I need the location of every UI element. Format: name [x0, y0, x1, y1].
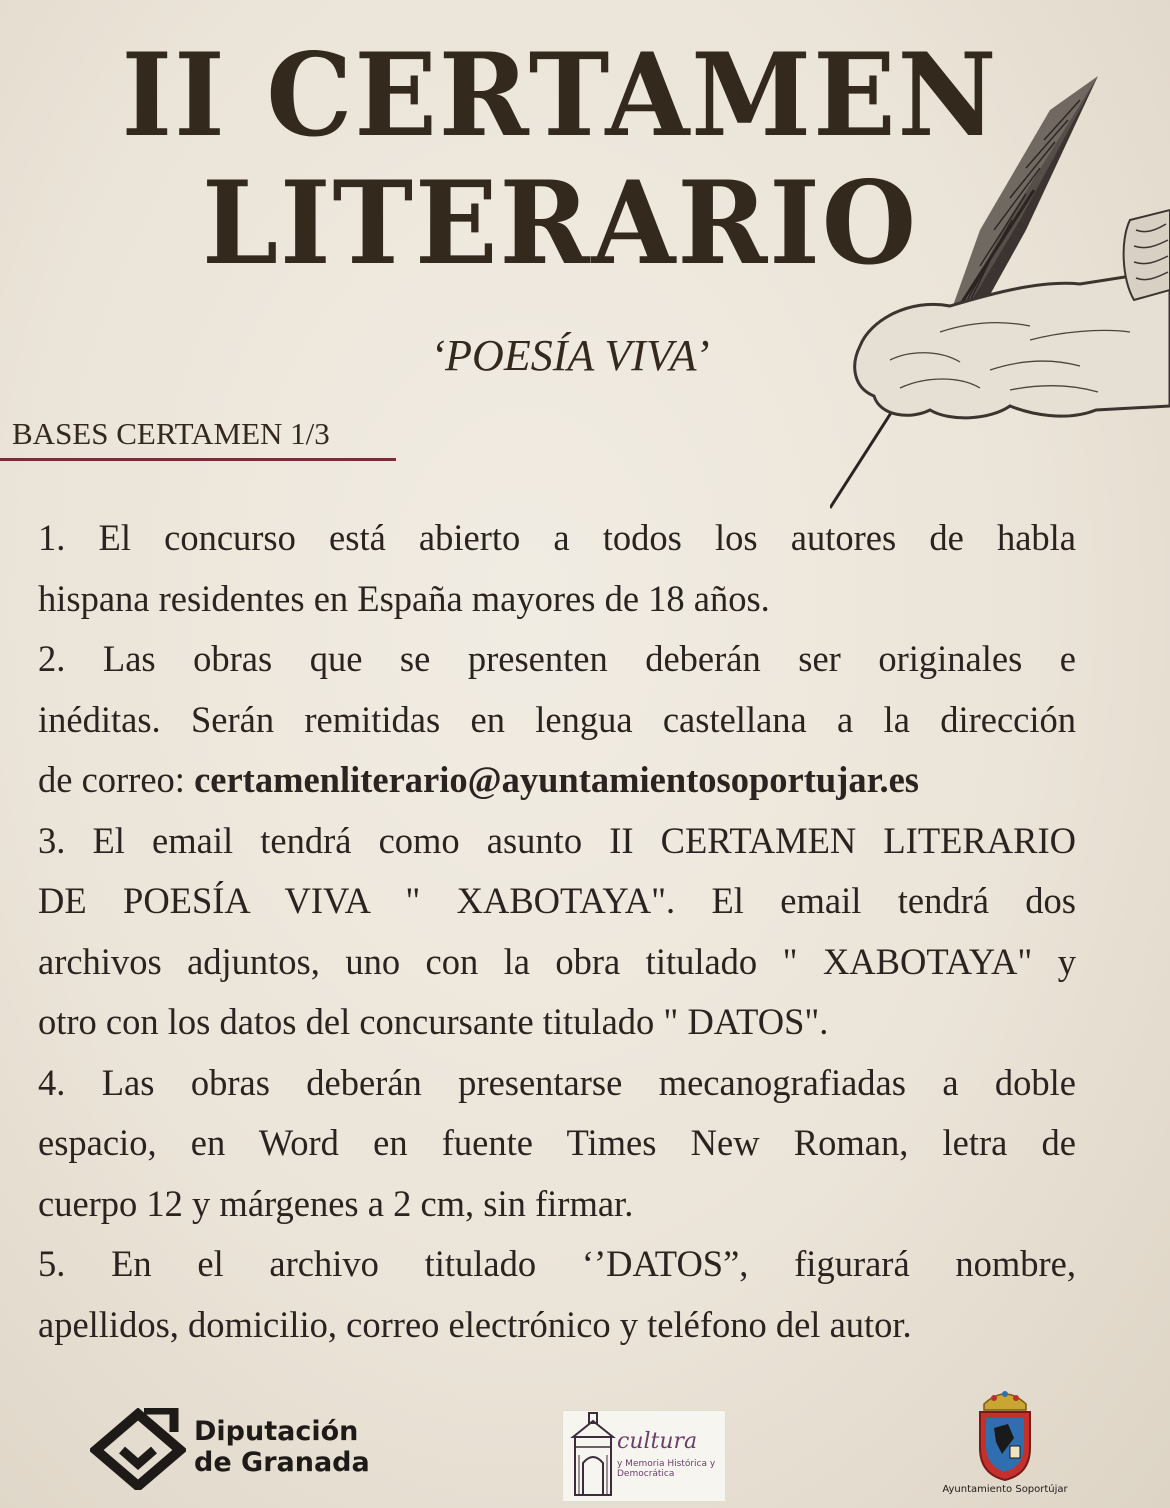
rule-1-line-2: hispana residentes en España mayores de 18 años. — [38, 577, 770, 619]
ayuntamiento-logo — [920, 1384, 1090, 1504]
rule-2-line-1: 2. Las obras que se presenten deberán ser originales e — [38, 638, 1076, 679]
diputacion-granada-logo — [90, 1408, 390, 1490]
rule-5 — [38, 1234, 1076, 1355]
rule-4-line-1: 4. Las obras deberán presentarse mecanografiadas a doble — [38, 1061, 1076, 1103]
title-line-1: II CERTAMEN — [121, 28, 999, 162]
rule-2-line-2: inéditas. Serán remitidas en lengua castellana a la dirección — [38, 698, 1076, 740]
rule-4-line-3: cuerpo 12 y márgenes a 2 cm, sin firmar. — [38, 1182, 634, 1224]
rule-4 — [38, 1053, 1076, 1235]
diputacion-line-1: Diputación — [194, 1416, 359, 1447]
diputacion-line-2: de Granada — [194, 1447, 370, 1478]
rule-1-line-1: 1. El concurso está abierto a todos los autores de habla — [38, 517, 1076, 558]
rule-3-line-4: otro con los datos del concursante titulado " DATOS". — [38, 1001, 829, 1042]
rule-2-prefix: de correo: — [38, 759, 195, 800]
diputacion-name — [194, 1416, 370, 1478]
diputacion-mark-icon — [90, 1408, 186, 1490]
rule-3-line-1: 3. El email tendrá como asunto II CERTAMEN LITERARIO — [38, 819, 1076, 861]
rule-3-line-2: DE POESÍA VIVA " XABOTAYA". El email tendrá dos — [38, 880, 1076, 921]
rule-2 — [38, 629, 1076, 811]
rule-4-line-2: espacio, en Word en fuente Times New Roman, letra de — [38, 1122, 1076, 1163]
contest-email: certamenliterario@ayuntamientosoportujar.es — [194, 759, 920, 800]
rule-2-line-3 — [38, 750, 1076, 811]
ayuntamiento-name: Ayuntamiento Soportújar — [942, 1484, 1068, 1495]
rule-3 — [38, 811, 1076, 1053]
section-label: BASES CERTAMEN 1/3 — [12, 416, 330, 451]
cultura-subtitle: y Memoria Histórica y Democrática — [617, 1459, 716, 1479]
section-divider — [0, 458, 396, 461]
title-line-2: LITERARIO — [201, 156, 919, 290]
cultura-script: cultura — [617, 1429, 698, 1454]
rule-5-line-1: 5. En el archivo titulado ‘’DATOS”, figurará nombre, — [38, 1243, 1076, 1284]
cultura-building-icon — [567, 1411, 619, 1499]
coat-of-arms-icon — [970, 1384, 1040, 1482]
rules-list — [38, 508, 1076, 1355]
rule-1 — [38, 508, 1076, 629]
subtitle: ‘POESÍA VIVA’ — [430, 331, 710, 380]
rule-3-line-3: archivos adjuntos, uno con la obra titulado " XABOTAYA" y — [38, 940, 1076, 982]
cultura-memoria-logo — [562, 1410, 726, 1502]
rule-5-line-2: apellidos, domicilio, correo electrónico y teléfono del autor. — [38, 1303, 912, 1345]
